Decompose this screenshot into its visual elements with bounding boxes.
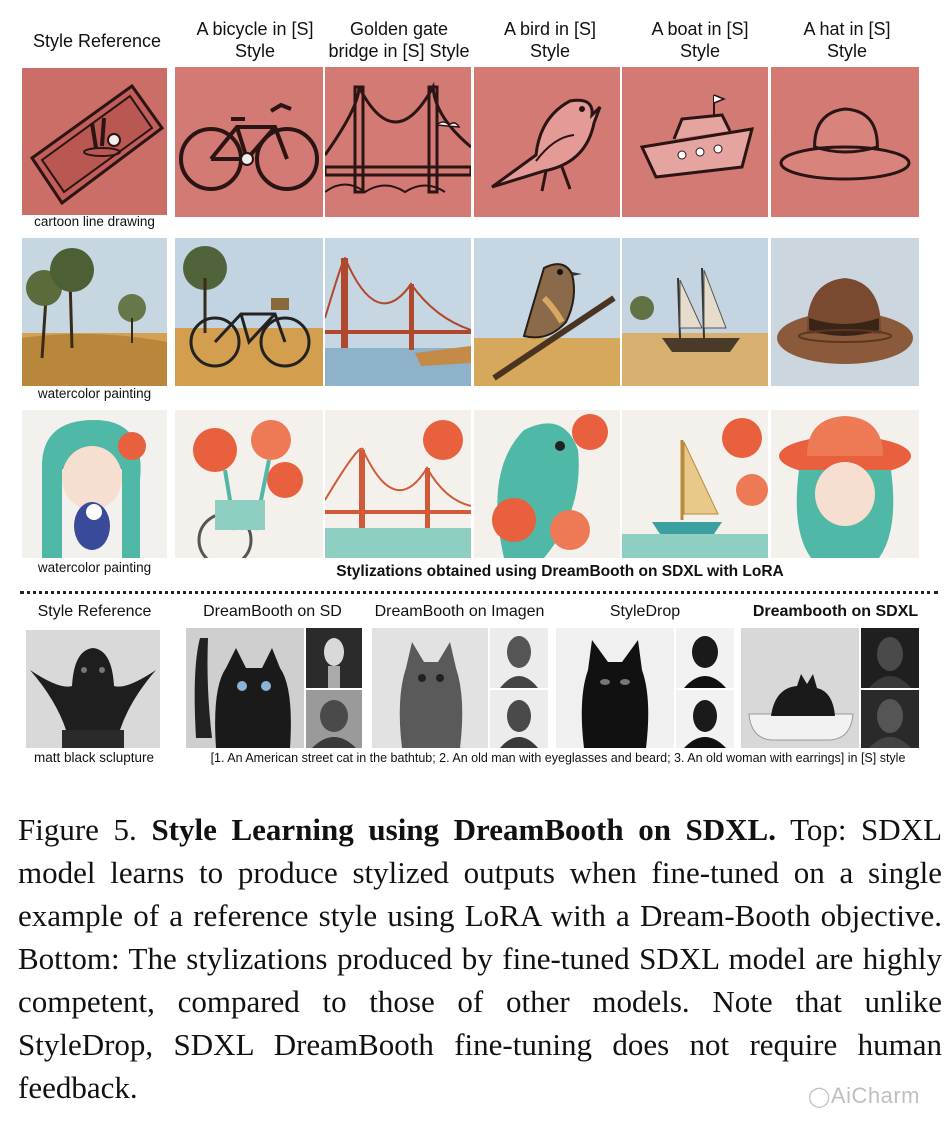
dreambooth-sd-old-woman-image [306,690,362,748]
styledrop-old-woman-image [676,690,734,748]
bottom-header-dreambooth-imagen: DreamBooth on Imagen [374,603,545,620]
cartoon-bird-image [474,67,620,217]
watercolor-bicycle-image [175,238,323,386]
dreambooth-sdxl-old-man-image [861,628,919,688]
bottom-header-style-reference: Style Reference [37,603,152,620]
styledrop-cat-image [556,628,674,748]
figure-title: Style Learning using DreamBooth on SDXL. [151,812,776,847]
styledrop-old-man-image [676,628,734,688]
watermark [808,1083,920,1109]
watercolor-girl-reference-image [22,410,167,558]
section-divider [20,591,938,594]
bottom-header-dreambooth-sdxl: Dreambooth on SDXL [752,603,919,620]
cartoon-reference-image [22,68,167,215]
header-bicycle: A bicycle in [S] Style [196,19,314,61]
watercolor-flower-golden-gate-image [325,410,471,558]
watercolor-flower-bicycle-image [175,410,323,558]
cartoon-bicycle-image [175,67,323,217]
row-label-watercolor-1: watercolor painting [37,386,152,401]
watermark-text: AiCharm [830,1083,920,1108]
row-label-watercolor-2: watercolor painting [37,560,152,575]
sculpture-reference-image [26,630,160,748]
watercolor-bird-image [474,238,620,386]
watercolor-landscape-reference-image [22,238,167,386]
row-label-cartoon: cartoon line drawing [34,214,155,229]
watercolor-hat-image [771,238,919,386]
wechat-icon: ◯​ [808,1086,831,1108]
dreambooth-sdxl-old-woman-image [861,690,919,748]
cartoon-boat-image [622,67,768,217]
bottom-header-styledrop: StyleDrop [609,603,681,620]
dreambooth-sd-cat-image [186,628,304,748]
figure-body: Top: SDXL model learns to produce stylized outputs when fine-tuned on a single example of a reference style using LoRA with a Dream-Booth objective. Bottom: The stylizations produced by fine-tuned SDXL model are highly competent, compared to those of other models. Note that unlike StyleDrop, SDXL DreamBooth fine-tuning does not require human feedback. [18,812,943,1105]
dreambooth-imagen-old-man-image [490,628,548,688]
header-boat: A boat in [S] Style [651,19,749,61]
figure-label: Figure 5. [18,812,137,847]
watercolor-boat-image [622,238,768,386]
cartoon-hat-image [771,67,919,217]
prompt-caption: [1. An American street cat in the bathtub; 2. An old man with eyeglasses and beard; 3. An old woman with earrings] in [S] style [210,751,906,765]
watercolor-flower-boat-image [622,410,768,558]
header-hat: A hat in [S] Style [803,19,891,61]
dreambooth-sdxl-cat-image [741,628,859,748]
dreambooth-imagen-cat-image [372,628,488,748]
bottom-ref-label: matt black sclupture [33,750,155,765]
section-caption: Stylizations obtained using DreamBooth on SDXL with LoRA [336,563,784,580]
watercolor-flower-bird-image [474,410,620,558]
dreambooth-imagen-old-woman-image [490,690,548,748]
header-style-reference: Style Reference [32,31,162,51]
cartoon-golden-gate-image [325,67,471,217]
header-golden-gate: Golden gate bridge in [S] Style [328,19,470,61]
header-bird: A bird in [S] Style [503,19,597,61]
figure-caption [18,808,942,1109]
bottom-header-dreambooth-sd: DreamBooth on SD [203,603,342,620]
watercolor-golden-gate-image [325,238,471,386]
watercolor-flower-hat-image [771,410,919,558]
dreambooth-sd-old-man-image [306,628,362,688]
